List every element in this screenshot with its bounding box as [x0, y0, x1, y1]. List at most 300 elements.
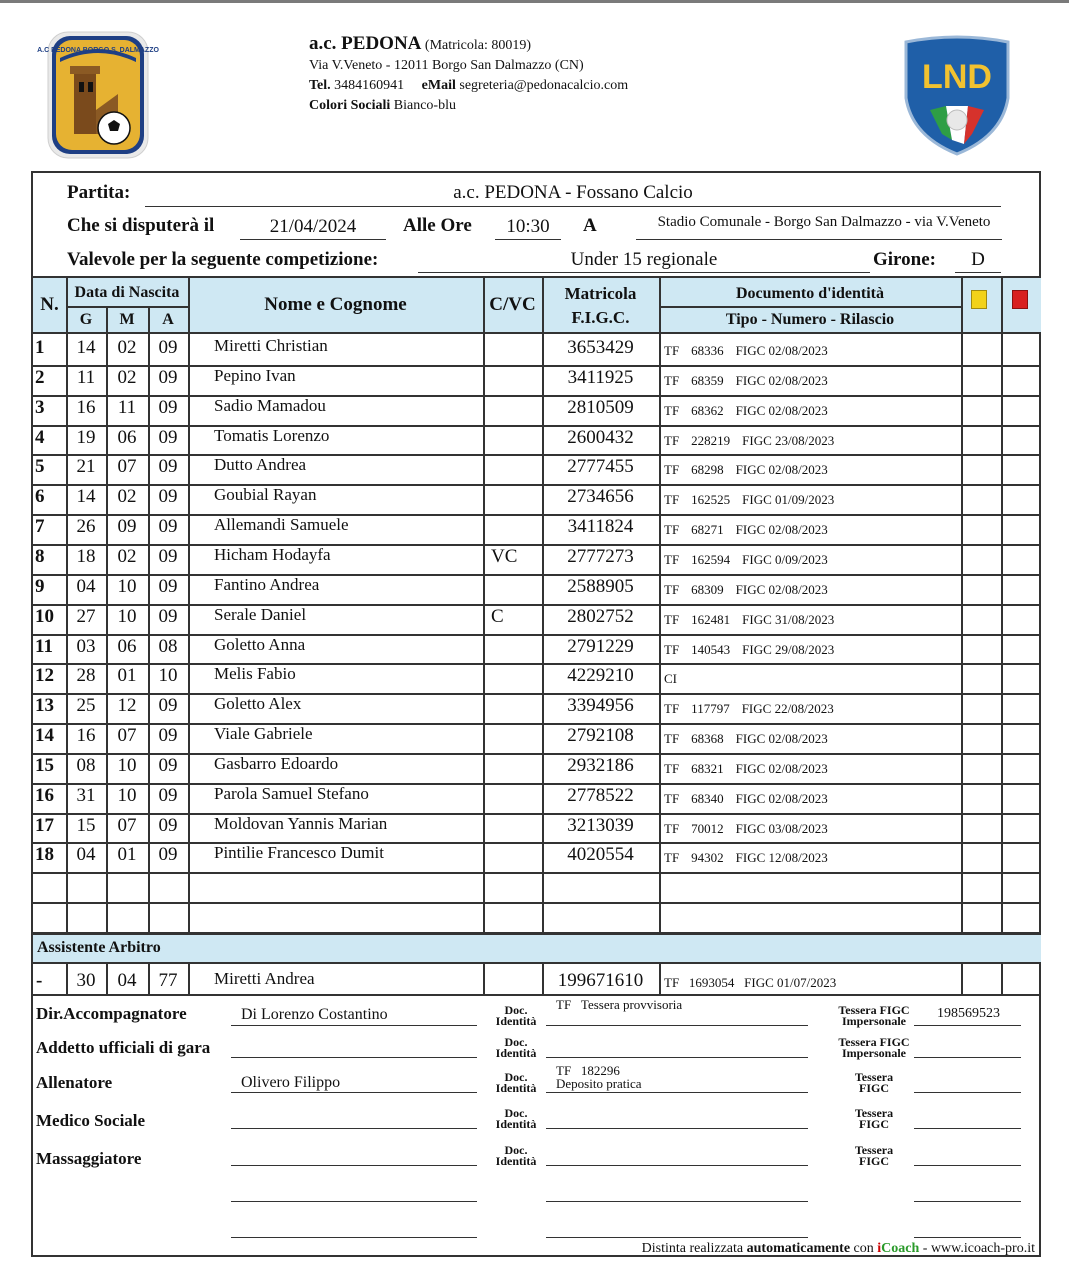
date-value: 21/04/2024 [269, 216, 357, 237]
row-number: 14 [35, 725, 54, 746]
partita-label: Partita: [67, 182, 131, 203]
player-doc-rel: FIGC 0/09/2023 [742, 552, 828, 567]
place-label: A [583, 215, 597, 236]
player-doc-rel: FIGC 02/08/2023 [735, 791, 828, 806]
club-email: segreteria@pedonacalcio.com [459, 78, 629, 93]
tessera-label-1: Tessera [854, 1106, 894, 1120]
allenatore-label: Allenatore [36, 1073, 113, 1092]
doc-identita-label [490, 1037, 542, 1059]
date-label: Che si disputerà il [67, 215, 215, 236]
girone-label: Girone: [873, 249, 936, 270]
birth-day: 14 [76, 486, 96, 507]
player-doc-num: 68271 [691, 522, 724, 537]
player-doc-num: 162594 [691, 552, 731, 567]
player-doc [664, 612, 834, 628]
credit-line [642, 1241, 1035, 1257]
player-matricola: 2792108 [567, 725, 634, 746]
player-doc-type: TF [664, 582, 680, 597]
birth-year: 09 [158, 486, 178, 507]
player-name: Moldovan Yannis Marian [214, 814, 388, 833]
player-doc-num: 68362 [691, 403, 724, 418]
tessera-label-1: Tessera [854, 1070, 894, 1084]
birth-month: 02 [117, 367, 137, 388]
player-name: Pintilie Francesco Dumit [214, 843, 384, 862]
birth-year: 09 [158, 546, 178, 567]
dir-label: Dir.Accompagnatore [36, 1004, 187, 1023]
player-doc-num: 228219 [691, 433, 731, 448]
tessera-label-2: Impersonale [842, 1046, 906, 1060]
player-doc-num: 140543 [691, 642, 731, 657]
player-name: Viale Gabriele [214, 724, 313, 743]
player-doc-type: TF [664, 850, 680, 865]
player-matricola: 3213039 [567, 815, 634, 836]
birth-day: 15 [76, 815, 96, 836]
row-line [33, 902, 1041, 904]
player-doc-rel: FIGC 02/08/2023 [735, 343, 828, 358]
birth-month: 12 [117, 695, 137, 716]
player-doc-type: TF [664, 821, 680, 836]
icoach-brand-rest: Coach [881, 1241, 920, 1256]
tessera-label-1: Tessera FIGC [838, 1003, 910, 1017]
doc-label-2: Identità [495, 1117, 537, 1131]
row-number: 2 [35, 367, 45, 388]
doc-label-1: Doc. [504, 1143, 528, 1157]
birth-day: 27 [76, 606, 96, 627]
tessera-label-2: FIGC [859, 1154, 889, 1168]
player-doc-num: 162481 [691, 612, 731, 627]
player-doc-rel: FIGC 02/08/2023 [735, 582, 828, 597]
player-doc [664, 761, 828, 777]
assistant-column-line [188, 962, 190, 994]
player-doc-num: 117797 [691, 701, 730, 716]
doc-label-1: Doc. [504, 1070, 528, 1084]
birth-day: 03 [76, 636, 96, 657]
birth-day: 26 [76, 516, 96, 537]
doc-sub-line [659, 306, 961, 308]
header-bottom-line [33, 332, 1041, 334]
girone-underline [955, 272, 1001, 273]
staff-tessera-line [914, 1025, 1021, 1026]
staff-name-line [231, 1128, 477, 1129]
doc-identita-label [490, 1108, 542, 1130]
assistant-column-line [148, 962, 150, 994]
birth-month: 02 [117, 337, 137, 358]
birth-month: 02 [117, 486, 137, 507]
doc-label-2: Identità [495, 1154, 537, 1168]
tessera-figc-label [826, 1037, 922, 1059]
row-number: 8 [35, 546, 45, 567]
staff-doc-line [546, 1237, 808, 1238]
player-doc [664, 492, 834, 508]
tessera-label-2: Impersonale [842, 1014, 906, 1028]
player-name: Fantino Andrea [214, 575, 320, 594]
player-name: Sadio Mamadou [214, 396, 326, 415]
dir-doc-2: Tessera provvisoria [580, 997, 683, 1012]
medico-label: Medico Sociale [36, 1111, 146, 1130]
birth-month: 01 [117, 844, 137, 865]
doc-label-1: Doc. [504, 1035, 528, 1049]
birth-month: 07 [117, 725, 137, 746]
birth-day: 08 [76, 755, 96, 776]
place-underline [636, 239, 1002, 240]
player-matricola: 2588905 [567, 576, 634, 597]
row-number: 1 [35, 337, 45, 358]
assistant-column-line [659, 962, 661, 994]
player-doc-type: TF [664, 612, 680, 627]
staff-doc-line [546, 1057, 808, 1058]
club-logo [37, 30, 159, 160]
birth-day: 11 [76, 367, 96, 388]
birth-day: 31 [76, 785, 96, 806]
doc-identita-label [490, 1072, 542, 1094]
player-doc [664, 642, 834, 658]
birth-day: 18 [76, 546, 96, 567]
player-doc [664, 791, 828, 807]
row-number: 13 [35, 695, 54, 716]
club-info [309, 34, 628, 116]
player-doc-num: 70012 [691, 821, 724, 836]
competition-value: Under 15 regionale [570, 249, 718, 270]
player-doc-type: TF [664, 791, 680, 806]
assistant-doc-rel: FIGC 01/07/2023 [744, 975, 837, 990]
assistant-m: 04 [117, 970, 137, 991]
column-line [961, 278, 963, 934]
player-matricola: 2791229 [567, 636, 634, 657]
player-doc-type: TF [664, 492, 680, 507]
birth-sub-line [66, 306, 188, 308]
doc-label-1: Doc. [504, 1106, 528, 1120]
player-doc [664, 403, 828, 419]
player-doc [664, 552, 828, 568]
birth-day: 21 [76, 456, 96, 477]
player-doc-type: TF [664, 552, 680, 567]
player-doc-type: TF [664, 731, 680, 746]
player-name: Hicham Hodayfa [214, 545, 331, 564]
header-matricola-1: Matricola [564, 284, 637, 303]
birth-day: 14 [76, 337, 96, 358]
staff-name-line [231, 1025, 477, 1026]
header-a: A [162, 311, 174, 328]
player-matricola: 2932186 [567, 755, 634, 776]
staff-name-line [231, 1057, 477, 1058]
birth-year: 09 [158, 367, 178, 388]
birth-year: 09 [158, 725, 178, 746]
player-doc-type: TF [664, 433, 680, 448]
player-name: Goubial Rayan [214, 485, 317, 504]
player-doc-rel: FIGC 01/09/2023 [742, 492, 835, 507]
birth-day: 25 [76, 695, 96, 716]
assistant-name: Miretti Andrea [214, 969, 315, 988]
staff-tessera-line [914, 1128, 1021, 1129]
row-number: 11 [35, 636, 53, 657]
player-doc-num: 68336 [691, 343, 724, 358]
dir-doc-1: TF [556, 997, 572, 1012]
player-name: Miretti Christian [214, 336, 328, 355]
birth-month: 01 [117, 665, 137, 686]
birth-month: 07 [117, 456, 137, 477]
club-colors: Bianco-blu [393, 98, 456, 113]
player-doc [664, 671, 701, 687]
tessera-label-2: FIGC [859, 1081, 889, 1095]
tessera-figc-label [826, 1145, 922, 1167]
staff-tessera-line [914, 1092, 1021, 1093]
player-doc [664, 850, 828, 866]
captain-mark: VC [491, 546, 518, 567]
tessera-label-2: FIGC [859, 1117, 889, 1131]
player-doc [664, 701, 834, 717]
player-doc-type: TF [664, 403, 680, 418]
birth-year: 09 [158, 785, 178, 806]
captain-mark: C [491, 606, 504, 627]
player-matricola: 3394956 [567, 695, 634, 716]
column-line [659, 278, 661, 934]
staff-tessera-line [914, 1237, 1021, 1238]
row-number: 12 [35, 665, 54, 686]
staff-name-line [231, 1237, 477, 1238]
player-doc-rel: FIGC 12/08/2023 [735, 850, 828, 865]
time-value: 10:30 [506, 216, 550, 237]
allenatore-doc-2: Deposito pratica [556, 1076, 642, 1091]
header-birth: Data di Nascita [74, 284, 180, 301]
player-name: Dutto Andrea [214, 455, 307, 474]
player-name: Gasbarro Edoardo [214, 754, 339, 773]
allenatore-doc-1: TF [556, 1063, 572, 1078]
staff-doc-line [546, 1025, 808, 1026]
header-matricola-2: F.I.G.C. [571, 308, 630, 327]
player-doc-rel: FIGC 23/08/2023 [742, 433, 835, 448]
icoach-brand-i: i [877, 1241, 882, 1256]
dir-doc [556, 998, 682, 1011]
place-value: Stadio Comunale - Borgo San Dalmazzo - via V.Veneto [657, 214, 991, 230]
birth-year: 09 [158, 576, 178, 597]
staff-doc-line [546, 1201, 808, 1202]
allenatore-doc [556, 1064, 642, 1090]
player-doc-rel: FIGC 02/08/2023 [735, 761, 828, 776]
column-line [483, 278, 485, 934]
partita-underline [145, 206, 1001, 207]
player-name: Parola Samuel Stefano [214, 784, 369, 803]
header-doc-1: Documento d'identità [736, 285, 884, 302]
birth-month: 07 [117, 815, 137, 836]
player-doc-num: 68368 [691, 731, 724, 746]
birth-year: 09 [158, 427, 178, 448]
staff-name-line [231, 1165, 477, 1166]
player-doc [664, 433, 834, 449]
player-doc-num: 94302 [691, 850, 724, 865]
birth-year: 08 [158, 636, 178, 657]
birth-month: 10 [117, 755, 137, 776]
birth-year: 09 [158, 606, 178, 627]
player-doc-type: TF [664, 761, 680, 776]
top-border [0, 0, 1069, 3]
player-matricola: 3653429 [567, 337, 634, 358]
assistant-column-line [1001, 962, 1003, 994]
player-doc-rel: FIGC 31/08/2023 [742, 612, 835, 627]
club-name: a.c. PEDONA [309, 33, 422, 54]
birth-month: 11 [117, 397, 137, 418]
birth-day: 16 [76, 725, 96, 746]
player-doc [664, 522, 828, 538]
header-n: N. [40, 294, 59, 315]
player-doc [664, 731, 828, 747]
birth-day: 04 [76, 844, 96, 865]
dir-tessera: 198569523 [937, 1006, 1000, 1021]
yellow-card-icon [971, 290, 987, 309]
assistant-doc [664, 975, 836, 991]
player-doc-num: 162525 [691, 492, 731, 507]
player-doc [664, 821, 828, 837]
column-line [1001, 278, 1003, 934]
birth-month: 10 [117, 785, 137, 806]
player-matricola: 4020554 [567, 844, 634, 865]
colors-label: Colori Sociali [309, 98, 391, 113]
club-tel: 3484160941 [334, 78, 405, 93]
player-doc-num: 68321 [691, 761, 724, 776]
competition-label: Valevole per la seguente competizione: [67, 249, 379, 270]
birth-year: 09 [158, 755, 178, 776]
staff-name-line [231, 1201, 477, 1202]
birth-year: 09 [158, 815, 178, 836]
assistant-section-header: Assistente Arbitro [33, 935, 1041, 962]
assistant-column-line [483, 962, 485, 994]
player-matricola: 2777273 [567, 546, 634, 567]
row-number: 10 [35, 606, 54, 627]
player-matricola: 3411824 [567, 516, 634, 537]
staff-doc-line [546, 1128, 808, 1129]
credit-bold: automaticamente [746, 1241, 851, 1256]
assistant-doc-num: 1693054 [688, 975, 735, 990]
header-doc-2: Tipo - Numero - Rilascio [725, 311, 895, 328]
player-matricola: 2600432 [567, 427, 634, 448]
allenatore-name: Olivero Filippo [241, 1074, 341, 1091]
assistant-n: - [36, 970, 43, 991]
player-doc-num: 68298 [691, 462, 724, 477]
column-line [188, 278, 190, 934]
staff-doc-line [546, 1092, 808, 1093]
assistant-top-line [33, 933, 1041, 935]
row-number: 9 [35, 576, 45, 597]
player-matricola: 2778522 [567, 785, 634, 806]
lnd-logo-text: LND [922, 58, 992, 96]
birth-year: 09 [158, 337, 178, 358]
row-number: 16 [35, 785, 54, 806]
birth-day: 16 [76, 397, 96, 418]
birth-year: 09 [158, 844, 178, 865]
doc-label-2: Identità [495, 1014, 537, 1028]
tel-label: Tel. [309, 78, 331, 93]
player-doc-rel: FIGC 03/08/2023 [735, 821, 828, 836]
time-label: Alle Ore [403, 215, 472, 236]
row-line [33, 872, 1041, 874]
doc-identita-label [490, 1005, 542, 1027]
player-matricola: 3411925 [567, 367, 634, 388]
player-doc-type: TF [664, 701, 680, 716]
date-underline [240, 239, 386, 240]
player-name: Goletto Alex [214, 694, 302, 713]
player-doc-rel: FIGC 29/08/2023 [742, 642, 835, 657]
club-address: Via V.Veneto - 12011 Borgo San Dalmazzo (CN) [309, 58, 584, 73]
doc-label-2: Identità [495, 1046, 537, 1060]
tessera-figc-label [826, 1005, 922, 1027]
header-m: M [119, 311, 135, 328]
player-matricola: 2810509 [567, 397, 634, 418]
player-doc-type: TF [664, 522, 680, 537]
assistant-header-line [33, 962, 1041, 964]
birth-month: 06 [117, 427, 137, 448]
table-top-line [33, 276, 1041, 278]
addetto-label: Addetto ufficiali di gara [36, 1038, 211, 1057]
player-doc-rel: FIGC 02/08/2023 [735, 731, 828, 746]
lnd-logo [902, 36, 1012, 156]
assistant-bottom-line [33, 994, 1041, 996]
girone-value: D [971, 249, 985, 270]
player-name: Pepino Ivan [214, 366, 296, 385]
assistant-a: 77 [158, 970, 178, 991]
player-doc-rel: FIGC 02/08/2023 [735, 373, 828, 388]
staff-doc-line [546, 1165, 808, 1166]
player-doc-type: TF [664, 462, 680, 477]
player-doc-rel: FIGC 02/08/2023 [735, 522, 828, 537]
player-doc [664, 373, 828, 389]
birth-year: 09 [158, 397, 178, 418]
tessera-figc-label [826, 1072, 922, 1094]
assistant-column-line [106, 962, 108, 994]
player-doc [664, 582, 828, 598]
birth-year: 09 [158, 456, 178, 477]
credit-text-2: con [853, 1241, 874, 1256]
birth-year: 09 [158, 516, 178, 537]
player-name: Melis Fabio [214, 664, 296, 683]
tessera-label-1: Tessera FIGC [838, 1035, 910, 1049]
birth-day: 19 [76, 427, 96, 448]
time-underline [495, 239, 561, 240]
player-doc-type: TF [664, 343, 680, 358]
email-label: eMail [421, 78, 456, 93]
competition-underline [418, 272, 870, 273]
player-doc-rel: FIGC 02/08/2023 [735, 462, 828, 477]
header-name: Nome e Cognome [264, 294, 407, 315]
credit-text-1: Distinta realizzata [641, 1241, 744, 1256]
player-doc-type: CI [664, 671, 677, 686]
credit-text-3: - www.icoach-pro.it [922, 1241, 1035, 1256]
row-number: 15 [35, 755, 54, 776]
club-matricola: (Matricola: 80019) [424, 38, 532, 53]
birth-month: 02 [117, 546, 137, 567]
birth-month: 10 [117, 606, 137, 627]
birth-month: 10 [117, 576, 137, 597]
birth-year: 10 [158, 665, 178, 686]
player-name: Goletto Anna [214, 635, 306, 654]
player-matricola: 2777455 [567, 456, 634, 477]
player-doc [664, 343, 828, 359]
assistant-g: 30 [76, 970, 96, 991]
birth-month: 09 [117, 516, 137, 537]
row-number: 7 [35, 516, 45, 537]
dir-name: Di Lorenzo Costantino [241, 1006, 388, 1023]
row-number: 18 [35, 844, 54, 865]
partita-value: a.c. PEDONA - Fossano Calcio [453, 182, 693, 203]
tessera-label-1: Tessera [854, 1143, 894, 1157]
staff-tessera-line [914, 1201, 1021, 1202]
header-cvc: C/VC [489, 294, 536, 315]
player-doc [664, 462, 828, 478]
player-matricola: 4229210 [567, 665, 634, 686]
row-number: 5 [35, 456, 45, 477]
birth-month: 06 [117, 636, 137, 657]
icoach-brand [877, 1241, 919, 1256]
club-logo-text: A.C PEDONA BORGO S. DALMAZZO [37, 47, 159, 54]
player-name: Serale Daniel [214, 605, 307, 624]
